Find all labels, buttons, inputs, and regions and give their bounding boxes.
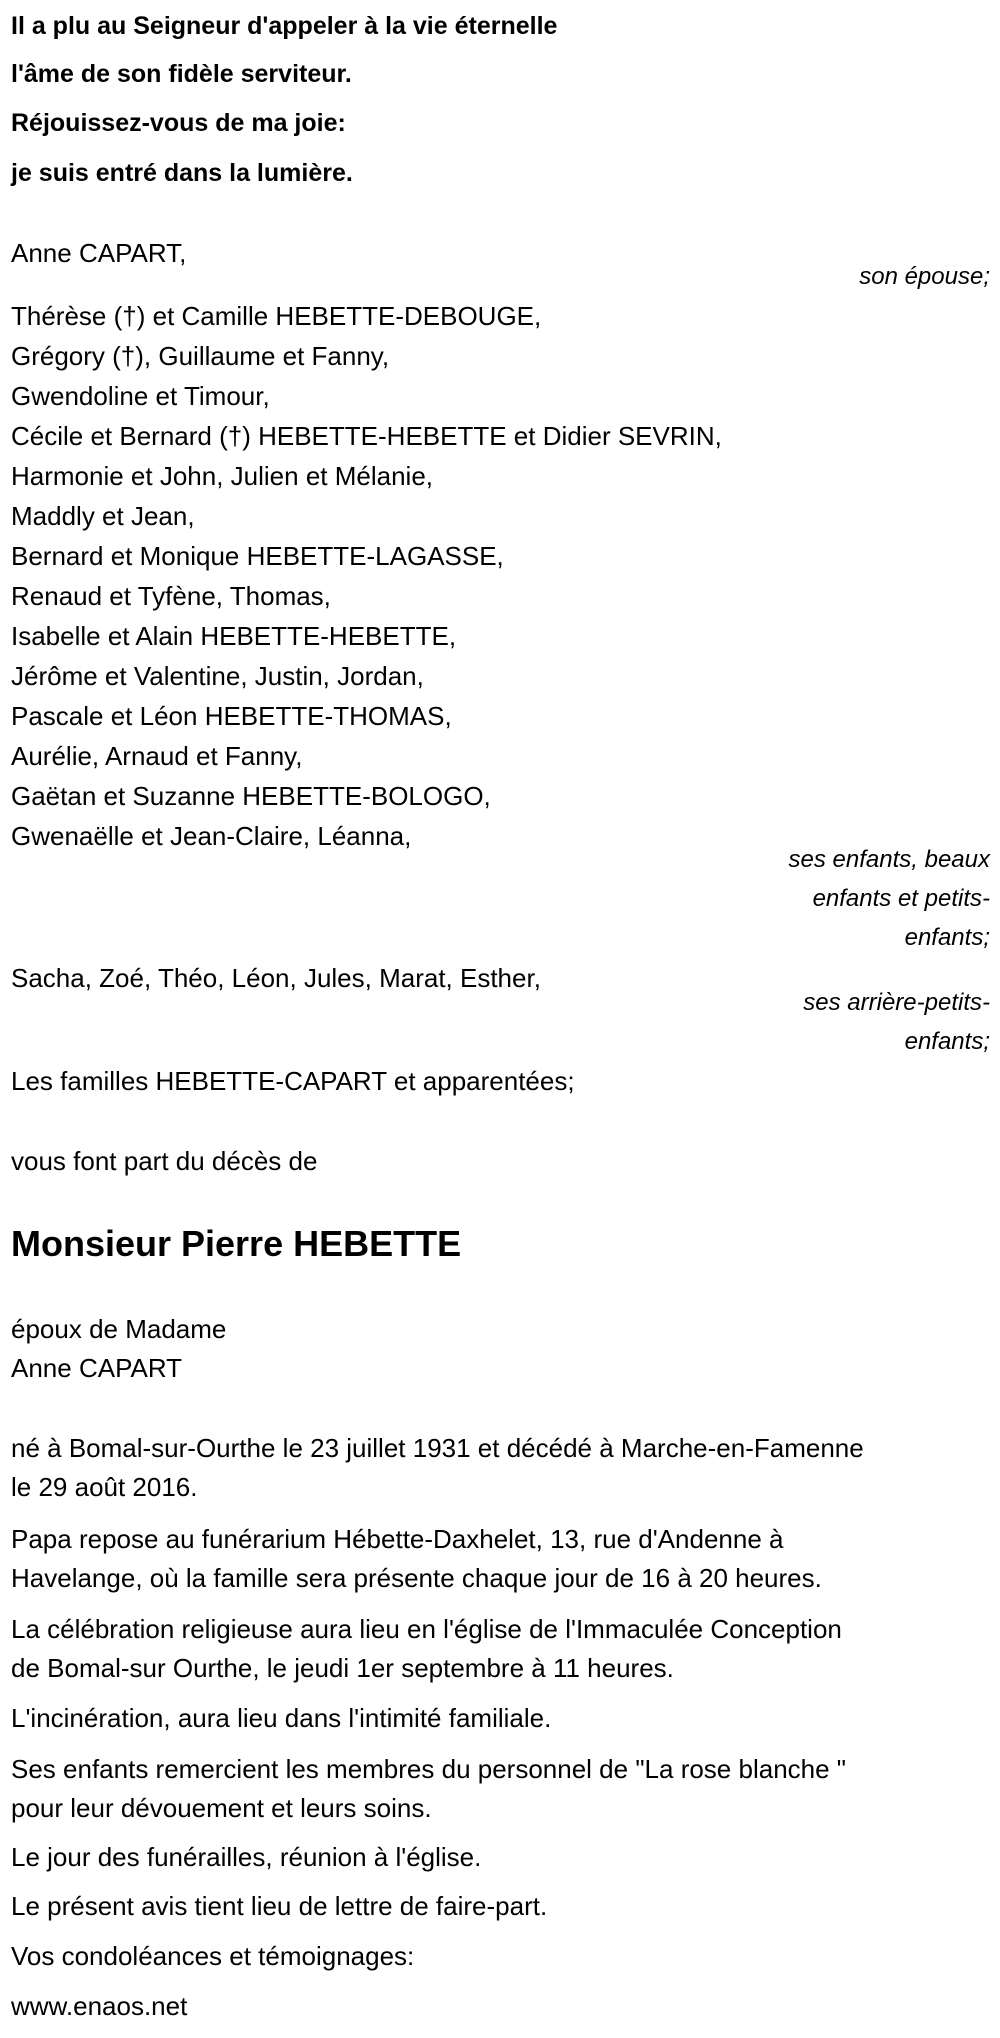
family-line: Maddly et Jean, bbox=[11, 501, 195, 531]
condolences-line: Vos condoléances et témoignages: bbox=[11, 1941, 415, 1971]
ceremony-line: de Bomal-sur Ourthe, le jeudi 1er septembre à 11 heures. bbox=[11, 1653, 674, 1683]
deceased-name: Monsieur Pierre HEBETTE bbox=[11, 1223, 462, 1264]
birth-death-line: le 29 août 2016. bbox=[11, 1472, 198, 1502]
children-label: enfants; bbox=[904, 924, 990, 951]
ceremony-line: La célébration religieuse aura lieu en l'église de l'Immaculée Conception bbox=[11, 1614, 842, 1644]
poem-line: Réjouissez-vous de ma joie: bbox=[11, 109, 346, 137]
thanks-line: pour leur dévouement et leurs soins. bbox=[11, 1793, 432, 1823]
funeral-home-line: Havelange, où la famille sera présente chaque jour de 16 à 20 heures. bbox=[11, 1563, 822, 1593]
website-link-text[interactable]: www.enaos.net bbox=[11, 1991, 188, 2021]
funeral-home-line: Papa repose au funérarium Hébette-Daxhelet, 13, rue d'Andenne à bbox=[11, 1524, 784, 1554]
great-grandchildren-names: Sacha, Zoé, Théo, Léon, Jules, Marat, Esther, bbox=[11, 963, 541, 993]
families-line: Les familles HEBETTE-CAPART et apparentées; bbox=[11, 1066, 575, 1096]
family-line: Gaëtan et Suzanne HEBETTE-BOLOGO, bbox=[11, 781, 491, 811]
family-line: Aurélie, Arnaud et Fanny, bbox=[11, 741, 303, 771]
birth-death-line: né à Bomal-sur-Ourthe le 23 juillet 1931 et décédé à Marche-en-Famenne bbox=[11, 1433, 864, 1463]
cremation-line: L'incinération, aura lieu dans l'intimité familiale. bbox=[11, 1703, 552, 1733]
great-grandchildren-label: ses arrière-petits- bbox=[803, 989, 990, 1016]
family-line: Cécile et Bernard (†) HEBETTE-HEBETTE et Didier SEVRIN, bbox=[11, 421, 722, 451]
spouse-label: son épouse; bbox=[859, 263, 990, 290]
poem-line: l'âme de son fidèle serviteur. bbox=[11, 60, 352, 88]
children-label: enfants et petits- bbox=[812, 885, 990, 912]
family-line: Thérèse (†) et Camille HEBETTE-DEBOUGE, bbox=[11, 301, 542, 331]
family-line: Isabelle et Alain HEBETTE-HEBETTE, bbox=[11, 621, 457, 651]
great-grandchildren-label: enfants; bbox=[904, 1028, 990, 1055]
family-line: Bernard et Monique HEBETTE-LAGASSE, bbox=[11, 541, 504, 571]
family-line: Pascale et Léon HEBETTE-THOMAS, bbox=[11, 701, 452, 731]
meeting-line: Le jour des funérailles, réunion à l'église. bbox=[11, 1842, 482, 1872]
notice-line: Le présent avis tient lieu de lettre de faire-part. bbox=[11, 1891, 548, 1921]
website-link[interactable] bbox=[11, 1986, 187, 2026]
family-line: Gwendoline et Timour, bbox=[11, 381, 270, 411]
family-line: Gwenaëlle et Jean-Claire, Léanna, bbox=[11, 821, 412, 851]
family-line: Grégory (†), Guillaume et Fanny, bbox=[11, 341, 390, 371]
spouse-name: Anne CAPART, bbox=[11, 238, 187, 268]
family-line: Jérôme et Valentine, Justin, Jordan, bbox=[11, 661, 424, 691]
children-label: ses enfants, beaux bbox=[788, 846, 990, 873]
family-line: Renaud et Tyfène, Thomas, bbox=[11, 581, 331, 611]
poem-line: Il a plu au Seigneur d'appeler à la vie éternelle bbox=[11, 12, 558, 40]
spouse-of-line: époux de Madame bbox=[11, 1314, 227, 1344]
family-line: Harmonie et John, Julien et Mélanie, bbox=[11, 461, 434, 491]
announcement-line: vous font part du décès de bbox=[11, 1146, 318, 1176]
poem-line: je suis entré dans la lumière. bbox=[11, 159, 353, 187]
spouse-of-line: Anne CAPART bbox=[11, 1353, 183, 1383]
thanks-line: Ses enfants remercient les membres du personnel de "La rose blanche " bbox=[11, 1754, 847, 1784]
